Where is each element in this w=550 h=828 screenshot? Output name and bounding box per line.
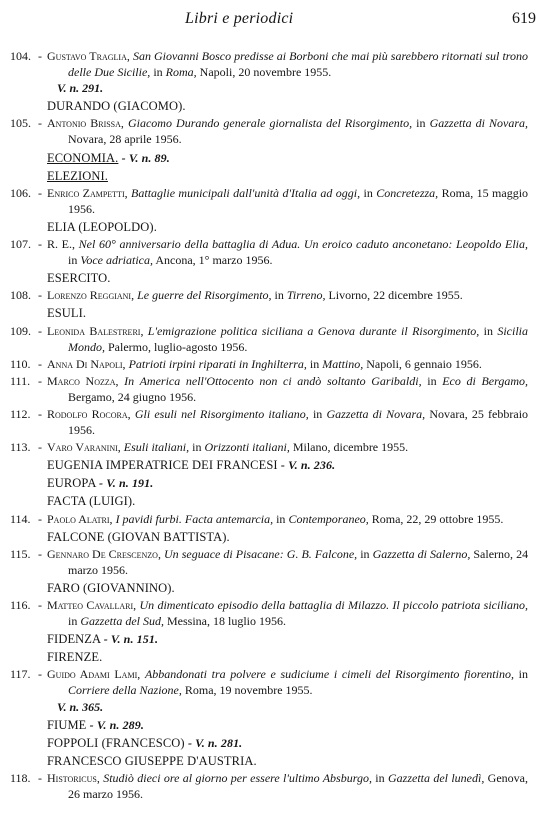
entry-dash: - [38,49,42,63]
entry-in: in [153,65,163,80]
entry-dash: - [38,288,42,303]
entry-author: Matteo Cavallari, [47,598,137,612]
entry-author: Varo Varanini, [47,440,121,455]
entry-108 [0,287,550,303]
entry-publication: Roma, 15 maggio 1956. [68,185,529,216]
entry-journal: Gazzetta di Novara, [326,406,426,421]
entry-in: in [68,614,78,629]
entry-number: 111. [10,373,31,388]
entry-dash: - [38,116,42,131]
entry-author: Anna Di Napoli, [47,356,126,371]
entry-104 [0,48,550,96]
entry-number: 105. [10,116,31,131]
entry-author: Lorenzo Reggiani, [47,288,135,303]
entry-journal: Roma, [165,65,197,80]
entry-title: Esuli italiani, [123,440,190,455]
entry-title: L'emigrazione politica siciliana a Genova durante il Risorgimento, [147,323,480,338]
entry-publication: Messina, 18 luglio 1956. [167,614,287,629]
entry-publication: Bergamo, 24 giugno 1956. [68,389,197,404]
subject-heading [47,717,550,733]
entry-115 [0,546,550,578]
entry-in: in [192,440,202,455]
subject-heading: ESULI. [47,306,87,321]
entry-dash: - [38,546,42,561]
heading-cross-reference: - V. n. 289. [89,717,144,732]
entry-number: 104. [10,49,31,63]
entry-journal: Voce adriatica, [80,253,153,268]
entry-number: 113. [10,440,31,455]
entry-number: 106. [10,185,31,200]
entry-journal: Eco di Bergamo, [442,373,529,388]
entry-title: I pavidi furbi. Facta antemarcia, [115,511,274,526]
entry-title: Gli esuli nel Risorgimento italiano, [134,406,309,421]
entry-111 [0,373,550,405]
entry-title: Un dimenticato episodio della battaglia di Milazzo. Il piccolo patriota siciliano, [139,598,529,612]
entry-in: in [518,667,529,682]
entry-publication: Milano, dicembre 1955. [292,440,409,455]
entry-title: Giacomo Durando generale giornalista del Risorgimento, [127,116,413,131]
entry-dash: - [38,323,42,338]
subject-heading [47,631,550,647]
entry-113 [0,439,550,455]
entry-title: Abbandonati tra polvere e sudiciume i cimeli del Risorgimento fiorentino, [144,667,514,682]
subject-heading: ESERCITO. [47,271,111,286]
entry-publication: Livorno, 22 dicembre 1955. [328,288,463,303]
entry-dash: - [38,185,42,200]
entry-publication: Novara, 25 febbraio 1956. [68,406,529,438]
entry-dash: - [38,511,42,526]
entry-publication: Napoli, 6 gennaio 1956. [366,356,482,371]
running-title: Libri e periodici [185,10,294,27]
entry-number: 109. [10,323,31,338]
entry-author: R. E., [47,237,75,252]
entry-number: 107. [10,237,31,252]
entry-author: Gennaro De Crescenzo, [47,546,161,561]
entry-in: in [427,373,437,388]
heading-text: FOPPOLI (FRANCESCO) [47,735,185,750]
entry-author: Leonida Balestreri, [47,323,144,338]
heading-text: ELEZIONI. [47,168,108,183]
entry-author: Rodolfo Rocora, [47,406,131,421]
entry-dash: - [38,440,42,455]
entry-107 [0,236,550,268]
page-header [0,10,550,32]
entry-dash: - [38,373,42,388]
entry-publication: Genova, 26 marzo 1956. [68,770,528,802]
subject-heading: FIRENZE. [47,650,103,665]
heading-text: FIDENZA [47,632,101,647]
entry-publication: Salerno, 24 marzo 1956. [68,546,529,577]
entry-116 [0,597,550,629]
entry-publication: Palermo, luglio-agosto 1956. [108,339,248,354]
entry-journal: Concretezza, [376,185,439,200]
entry-in: in [276,511,286,526]
subject-heading: ELIA (LEOPOLDO). [47,219,157,234]
subject-heading: FALCONE (GIOVAN BATTISTA). [47,529,230,544]
entry-in: in [363,185,373,200]
heading-cross-reference: - V. n. 151. [103,632,159,647]
heading-text: EUGENIA IMPERATRICE DEI FRANCESI [47,458,278,473]
subject-heading: FACTA (LUIGI). [47,494,136,509]
entry-journal: Mattino, [322,356,364,371]
subject-heading [47,150,550,166]
heading-cross-reference: - V. n. 191. [99,476,154,491]
entry-journal: Gazzetta di Novara, [429,116,529,131]
page-number: 619 [512,10,536,27]
entry-dash: - [38,770,42,785]
entry-title: Patrioti irpini riparati in Inghilterra, [128,356,307,371]
entry-title: San Giovanni Bosco predisse ai Borboni che mai più sarebbero ritornati sul trono delle Due Sicilie, [68,49,529,80]
entry-publication: Roma, 19 novembre 1955. [184,683,313,698]
entry-in: in [274,288,284,303]
entry-dash: - [38,356,42,371]
entry-in: in [483,323,493,338]
subject-heading: DURANDO (GIACOMO). [47,99,186,114]
subject-heading: FARO (GIOVANNINO). [47,580,175,595]
entry-cross-reference: V. n. 291. [57,81,104,96]
entry-number: 118. [10,770,31,785]
entry-109 [0,323,550,355]
entry-dash: - [38,667,42,682]
subject-heading [47,735,550,751]
entry-journal: Sicilia Mondo, [68,323,528,354]
entry-author: Historicus, [47,770,100,785]
entry-title: In America nell'Ottocento non ci andò soltanto Garibaldi, [124,373,422,388]
bibliography-list [0,48,550,803]
entry-journal: Gazzetta di Salerno, [372,546,471,561]
entry-112 [0,406,550,438]
entry-117 [0,666,550,714]
entry-journal: Tirreno, [286,288,326,303]
entry-journal: Contemporaneo, [288,511,369,526]
entry-in: in [68,253,78,268]
entry-number: 116. [10,598,31,612]
entry-title: Studiò dieci ore al giorno per essere l'ultimo Absburgo, [103,770,372,785]
entry-dash: - [38,598,42,612]
entry-title: Un seguace di Pisacane: G. B. Falcone, [164,546,358,561]
entry-in: in [309,356,320,371]
entry-cross-reference: V. n. 365. [57,699,104,714]
entry-title: Nel 60° anniversario della battaglia di Adua. Un eroico caduto anconetano: Leopoldo Elia, [78,237,529,252]
subject-heading [47,168,550,184]
entry-in: in [416,116,426,131]
entry-title: Le guerre del Risorgimento, [137,288,272,303]
entry-author: Enrico Zampetti, [47,185,128,200]
entry-dash: - [38,406,42,421]
heading-cross-reference: - V. n. 236. [280,458,336,473]
entry-in: in [375,770,385,785]
entry-journal: Orizzonti italiani, [204,440,290,455]
heading-text: EUROPA [47,476,96,491]
subject-heading [47,457,550,473]
entry-dash: - [38,237,42,252]
entry-114 [0,511,550,527]
entry-106 [0,185,550,217]
entry-journal: Gazzetta del lunedì, [387,770,485,785]
entry-author: Guido Adami Lami, [47,667,141,682]
entry-publication: Roma, 22, 29 ottobre 1955. [371,511,504,526]
entry-in: in [360,546,370,561]
entry-number: 114. [10,511,31,526]
entry-number: 117. [10,667,31,682]
entry-author: Marco Nozza, [47,373,119,388]
entry-publication: Napoli, 20 novembre 1955. [199,65,332,80]
heading-cross-reference: - V. n. 89. [121,150,170,165]
heading-text: FIUME [47,717,87,732]
entry-number: 110. [10,356,31,371]
entry-in: in [312,406,323,421]
subject-heading: FRANCESCO GIUSEPPE D'AUSTRIA. [47,753,257,768]
entry-title: Battaglie municipali dall'unità d'Italia ad oggi, [131,185,361,200]
entry-number: 115. [10,546,31,561]
heading-text: ECONOMIA. [47,150,119,165]
entry-author: Antonio Brissa, [47,116,124,131]
entry-number: 112. [10,406,31,421]
entry-118 [0,770,550,802]
entry-author: Gustavo Traglia, [47,49,130,63]
entry-110 [0,356,550,372]
entry-journal: Gazzetta del Sud, [80,614,165,629]
heading-cross-reference: - V. n. 281. [187,735,243,750]
entry-journal: Corriere della Nazione, [68,683,182,698]
entry-publication: Ancona, 1° marzo 1956. [155,253,273,268]
entry-author: Paolo Alatri, [47,511,113,526]
entry-105 [0,115,550,147]
entry-number: 108. [10,288,31,303]
subject-heading [47,475,550,491]
entry-publication: Novara, 28 aprile 1956. [68,132,182,147]
